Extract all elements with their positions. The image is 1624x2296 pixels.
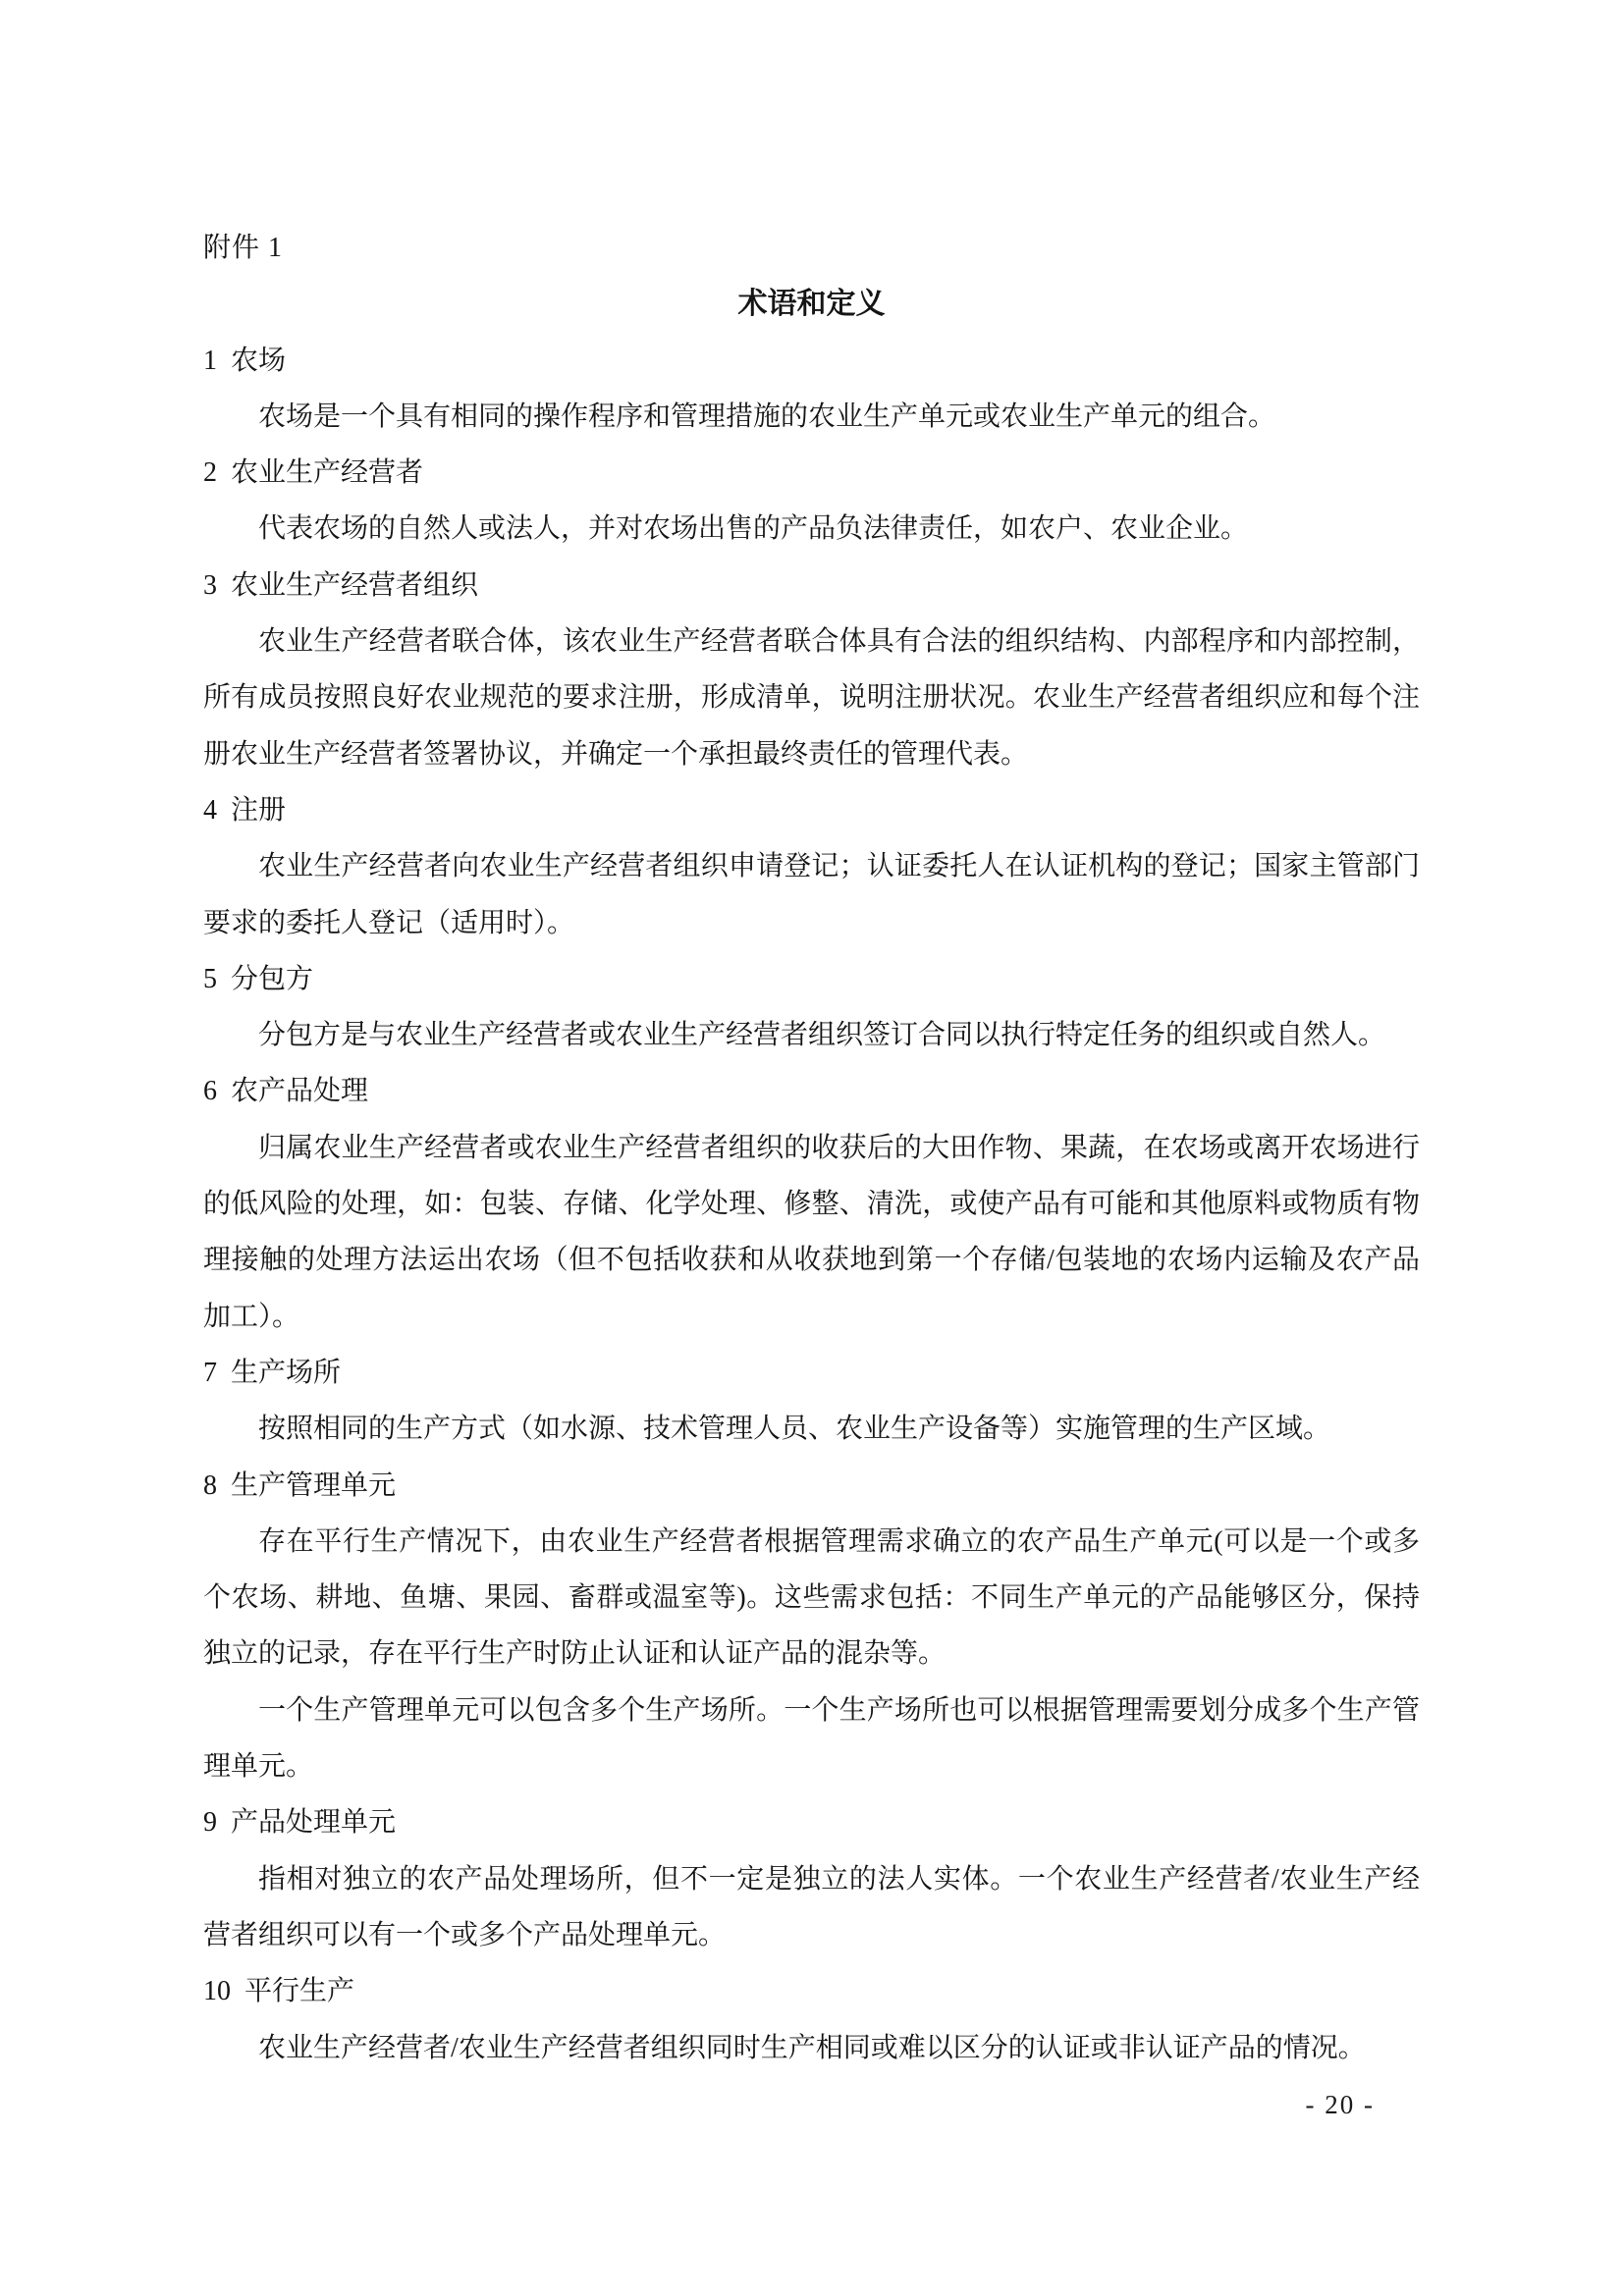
definition-section bbox=[203, 1458, 1420, 1795]
definition-paragraph: 农业生产经营者向农业生产经营者组织申请登记；认证委托人在认证机构的登记；国家主管部门要求的委托人登记（适用时）。 bbox=[203, 851, 1420, 938]
term-heading bbox=[203, 445, 1420, 501]
definition-section bbox=[203, 1794, 1420, 1963]
definition-paragraph: 农场是一个具有相同的操作程序和管理措施的农业生产单元或农业生产单元的组合。 bbox=[258, 400, 1276, 432]
term-number: 4 bbox=[203, 794, 217, 826]
term-number: 2 bbox=[203, 457, 217, 489]
term-number: 8 bbox=[203, 1469, 217, 1501]
term-name: 产品处理单元 bbox=[231, 1807, 397, 1839]
definition-section bbox=[203, 1345, 1420, 1458]
definition-paragraph: 归属农业生产经营者或农业生产经营者组织的收获后的大田作物、果蔬，在农场或离开农场进行的低风险的处理，如：包装、存储、化学处理、修整、清洗，或使产品有可能和其他原料或物质有物理接触的处理方法运出农场（但不包括收获和从收获地到第一个存储/包装地的农场内运输及农产品加工）。 bbox=[203, 1132, 1420, 1332]
definition-paragraph: 代表农场的自然人或法人，并对农场出售的产品负法律责任，如农户、农业企业。 bbox=[258, 513, 1249, 545]
definition-section bbox=[203, 951, 1420, 1064]
term-name: 生产场所 bbox=[231, 1357, 342, 1388]
definition-section bbox=[203, 333, 1420, 446]
term-name: 分包方 bbox=[231, 963, 314, 994]
definition-paragraph: 分包方是与农业生产经营者或农业生产经营者组织签订合同以执行特定任务的组织或自然人。 bbox=[258, 1020, 1386, 1051]
term-name: 生产管理单元 bbox=[231, 1469, 397, 1501]
definition-paragraph: 按照相同的生产方式（如水源、技术管理人员、农业生产设备等）实施管理的生产区域。 bbox=[258, 1414, 1331, 1445]
term-heading bbox=[203, 782, 1420, 838]
term-number: 5 bbox=[203, 963, 217, 994]
definition-section bbox=[203, 1063, 1420, 1344]
attachment-label: 附件 1 bbox=[203, 233, 284, 263]
term-heading bbox=[203, 1063, 1420, 1119]
definition-section bbox=[203, 445, 1420, 558]
definition-paragraph: 指相对独立的农产品处理场所，但不一定是独立的法人实体。一个农业生产经营者/农业生产经营者组织可以有一个或多个产品处理单元。 bbox=[203, 1863, 1420, 1950]
term-heading bbox=[203, 558, 1420, 614]
term-number: 10 bbox=[203, 1976, 231, 2007]
term-heading bbox=[203, 333, 1420, 389]
definition-section bbox=[203, 1963, 1420, 2076]
term-name: 农产品处理 bbox=[231, 1076, 369, 1107]
term-heading bbox=[203, 1345, 1420, 1401]
definition-paragraph: 农业生产经营者/农业生产经营者组织同时生产相同或难以区分的认证或非认证产品的情况。 bbox=[258, 2032, 1366, 2063]
term-number: 1 bbox=[203, 345, 217, 376]
term-heading bbox=[203, 1794, 1420, 1850]
term-heading bbox=[203, 1458, 1420, 1514]
term-heading bbox=[203, 1963, 1420, 2019]
definition-paragraph: 农业生产经营者联合体，该农业生产经营者联合体具有合法的组织结构、内部程序和内部控制，所有成员按照良好农业规范的要求注册，形成清单，说明注册状况。农业生产经营者组织应和每个注册农业生产经营者签署协议，并确定一个承担最终责任的管理代表。 bbox=[203, 626, 1420, 770]
term-number: 3 bbox=[203, 569, 217, 601]
term-name: 平行生产 bbox=[244, 1976, 355, 2007]
definition-paragraph: 一个生产管理单元可以包含多个生产场所。一个生产场所也可以根据管理需要划分成多个生产管理单元。 bbox=[203, 1694, 1420, 1783]
definition-section bbox=[203, 558, 1420, 782]
term-number: 7 bbox=[203, 1357, 217, 1388]
term-name: 注册 bbox=[231, 794, 287, 826]
term-number: 9 bbox=[203, 1807, 217, 1839]
term-number: 6 bbox=[203, 1076, 217, 1107]
definition-paragraph: 存在平行生产情况下，由农业生产经营者根据管理需求确立的农产品生产单元(可以是一个或多个农场、耕地、鱼塘、果园、畜群或温室等)。这些需求包括：不同生产单元的产品能够区分，保持独立的记录，存在平行生产时防止认证和认证产品的混杂等。 bbox=[203, 1525, 1420, 1670]
document-content bbox=[203, 220, 1420, 2076]
definitions-list bbox=[203, 333, 1420, 2076]
term-name: 农业生产经营者组织 bbox=[231, 569, 479, 601]
definition-section bbox=[203, 782, 1420, 951]
term-name: 农业生产经营者 bbox=[231, 457, 424, 489]
term-name: 农场 bbox=[231, 345, 287, 376]
page-number: - 20 - bbox=[1305, 2090, 1375, 2119]
term-heading bbox=[203, 951, 1420, 1007]
page-title: 术语和定义 bbox=[737, 288, 886, 321]
